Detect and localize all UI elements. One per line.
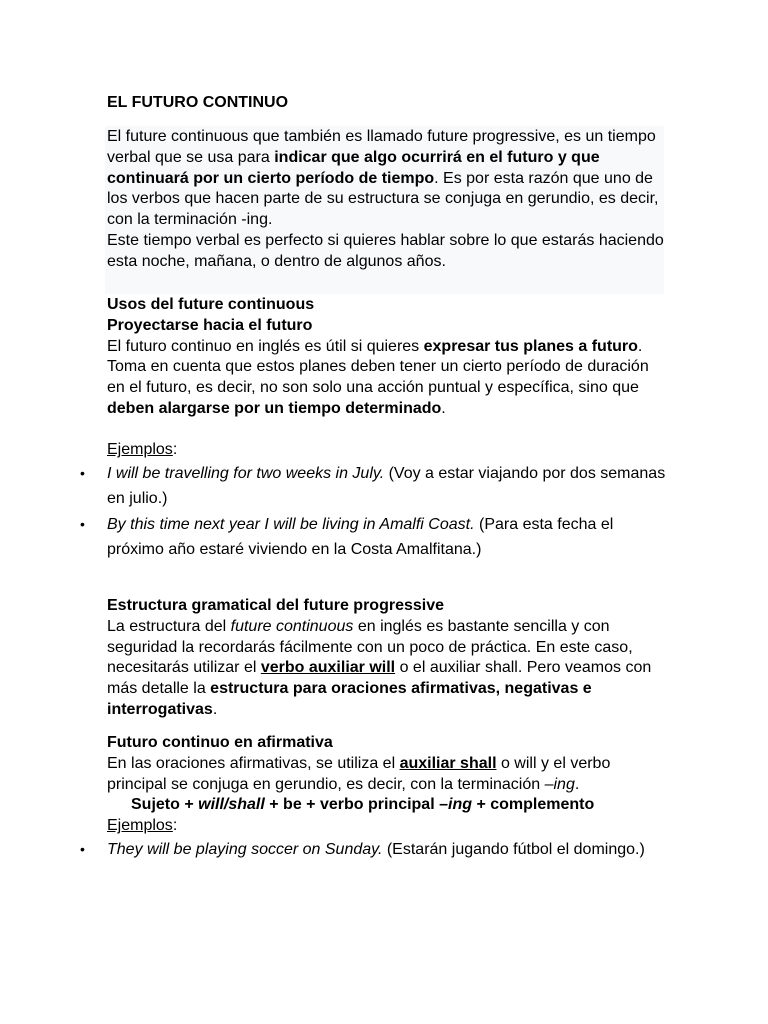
estructura-paragraph: La estructura del future continuous en inglés es bastante sencilla y con seguridad la recordarás fácilmente con un poco de práctica. En este caso, necesitarás utilizar el verbo auxiliar will o el auxiliar shall. Pero veamos con más detalle la estructura para oraciones afirmativas, negativas e interrogativas. bbox=[107, 617, 652, 718]
list-item: • By this time next year I will be living in Amalfi Coast. (Para esta fecha el próximo año estaré viviendo en la Costa Amalfitana.) bbox=[107, 512, 667, 562]
section-afirmativa bbox=[80, 733, 667, 862]
examples-label: Ejemplos: bbox=[107, 441, 178, 459]
section-heading: Futuro continuo en afirmativa bbox=[107, 734, 333, 751]
intro-highlight: indicar que algo ocurrirá en el futuro y que continuará por un cierto período de tiempo bbox=[107, 148, 600, 187]
examples-list bbox=[80, 837, 667, 862]
examples-label: Ejemplos: bbox=[107, 817, 178, 835]
section-usos bbox=[80, 295, 667, 562]
afirmativa-paragraph: En las oraciones afirmativas, se utiliza el auxiliar shall o will y el verbo principal se conjuga en gerundio, es decir, con la terminación –ing. bbox=[107, 754, 611, 793]
section-subheading: Proyectarse hacia el futuro bbox=[107, 316, 313, 334]
examples-list bbox=[80, 461, 667, 562]
intro-box bbox=[105, 126, 664, 294]
bullet-icon: • bbox=[80, 840, 85, 857]
usos-paragraph: El futuro continuo en inglés es útil si quieres expresar tus planes a futuro. Toma en cuenta que estos planes deben tener un cierto período de duración en el futuro, es decir, no son solo una acción puntual y específica, sino que deben alargarse por un tiempo determinado. bbox=[107, 337, 649, 417]
bullet-icon: • bbox=[80, 516, 85, 533]
bullet-icon: • bbox=[80, 465, 85, 482]
structure-formula: Sujeto + will/shall + be + verbo principal –ing + complemento bbox=[131, 796, 595, 814]
page-title: EL FUTURO CONTINUO bbox=[107, 94, 289, 111]
section-heading: Usos del future continuous bbox=[107, 296, 315, 313]
list-item: • I will be travelling for two weeks in July. (Voy a estar viajando por dos semanas en julio.) bbox=[107, 461, 667, 511]
list-item: • They will be playing soccer on Sunday. (Estarán jugando fútbol el domingo.) bbox=[107, 837, 667, 862]
section-estructura bbox=[107, 596, 667, 721]
intro-paragraph-2: Este tiempo verbal es perfecto si quieres hablar sobre lo que estarás haciendo esta noche, mañana, o dentro de algunos años. bbox=[107, 231, 664, 270]
section-heading: Estructura gramatical del future progressive bbox=[107, 597, 444, 614]
intro-paragraph-1: El future continuous que también es llamado future progressive, es un tiempo verbal que se usa para indicar que algo ocurrirá en el futuro y que continuará por un cierto período de tiempo. Es por esta razón que uno de los verbos que hacen parte de su estructura se conjuga en gerundio, es decir, con la terminación -ing. bbox=[107, 128, 659, 229]
